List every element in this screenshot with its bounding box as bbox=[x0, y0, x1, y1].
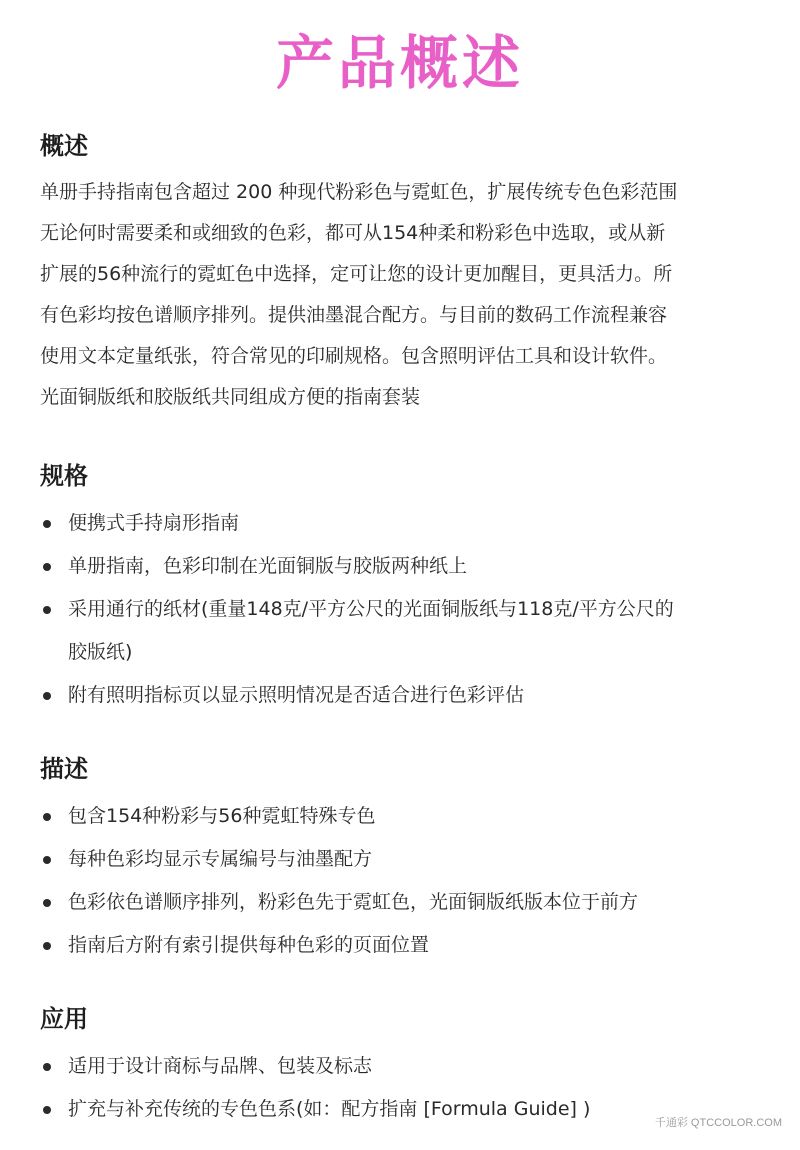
applications-heading: 应用 bbox=[40, 1005, 88, 1033]
list-item-text: 采用通行的纸材(重量148克/平方公尺的光面铜版纸与118克/平方公尺的 bbox=[68, 598, 674, 620]
bullet-icon bbox=[43, 563, 51, 571]
overview-line: 扩展的56种流行的霓虹色中选择，定可让您的设计更加醒目，更具活力。所 bbox=[40, 263, 673, 285]
page-title: 产品概述 bbox=[275, 29, 524, 97]
bullet-icon bbox=[43, 1106, 51, 1114]
list-item-text: 附有照明指标页以显示照明情况是否适合进行色彩评估 bbox=[68, 684, 525, 706]
applications-section bbox=[40, 1003, 780, 1131]
bullet-icon bbox=[43, 899, 51, 907]
description-heading: 描述 bbox=[40, 755, 88, 783]
bullet-icon bbox=[43, 856, 51, 864]
overview-line: 光面铜版纸和胶版纸共同组成方便的指南套装 bbox=[40, 386, 421, 408]
list-item-text: 便携式手持扇形指南 bbox=[68, 512, 240, 534]
list-item bbox=[40, 588, 780, 674]
bullet-icon bbox=[43, 1063, 51, 1071]
list-item-text: 扩充与补充传统的专色色系(如：配方指南 [Formula Guide] ) bbox=[68, 1098, 591, 1120]
overview-line: 无论何时需要柔和或细致的色彩，都可从154种柔和粉彩色中选取，或从新 bbox=[40, 222, 666, 244]
list-item bbox=[40, 795, 780, 838]
bullet-icon bbox=[43, 813, 51, 821]
specs-list bbox=[40, 502, 780, 717]
bullet-icon bbox=[43, 606, 51, 614]
specs-section bbox=[40, 460, 780, 717]
overview-section bbox=[40, 130, 780, 418]
overview-line: 有色彩均按色谱顺序排列。提供油墨混合配方。与目前的数码工作流程兼容 bbox=[40, 304, 668, 326]
specs-heading: 规格 bbox=[40, 462, 88, 490]
list-item bbox=[40, 674, 780, 717]
bullet-icon bbox=[43, 692, 51, 700]
list-item bbox=[40, 545, 780, 588]
list-item-text: 适用于设计商标与品牌、包装及标志 bbox=[68, 1055, 373, 1077]
list-item bbox=[40, 838, 780, 881]
overview-paragraph bbox=[40, 172, 780, 418]
list-item bbox=[40, 881, 780, 924]
description-list bbox=[40, 795, 780, 967]
list-item-text: 单册指南，色彩印制在光面铜版与胶版两种纸上 bbox=[68, 555, 468, 577]
list-item bbox=[40, 502, 780, 545]
overview-heading: 概述 bbox=[40, 132, 88, 160]
overview-line: 使用文本定量纸张，符合常见的印刷规格。包含照明评估工具和设计软件。 bbox=[40, 345, 668, 367]
watermark: 千通彩 QTCCOLOR.COM bbox=[654, 1117, 782, 1129]
list-item bbox=[40, 1045, 780, 1088]
list-item bbox=[40, 924, 780, 967]
bullet-icon bbox=[43, 942, 51, 950]
list-item-text: 每种色彩均显示专属编号与油墨配方 bbox=[68, 848, 373, 870]
bullet-icon bbox=[43, 520, 51, 528]
list-item-text: 指南后方附有索引提供每种色彩的页面位置 bbox=[68, 934, 430, 956]
list-item-text: 色彩依色谱顺序排列，粉彩色先于霓虹色，光面铜版纸版本位于前方 bbox=[68, 891, 639, 913]
list-item-text: 胶版纸) bbox=[68, 641, 133, 663]
overview-line: 单册手持指南包含超过 200 种现代粉彩色与霓虹色，扩展传统专色色彩范围 bbox=[40, 181, 678, 203]
description-section bbox=[40, 753, 780, 967]
list-item-text: 包含154种粉彩与56种霓虹特殊专色 bbox=[68, 805, 376, 827]
